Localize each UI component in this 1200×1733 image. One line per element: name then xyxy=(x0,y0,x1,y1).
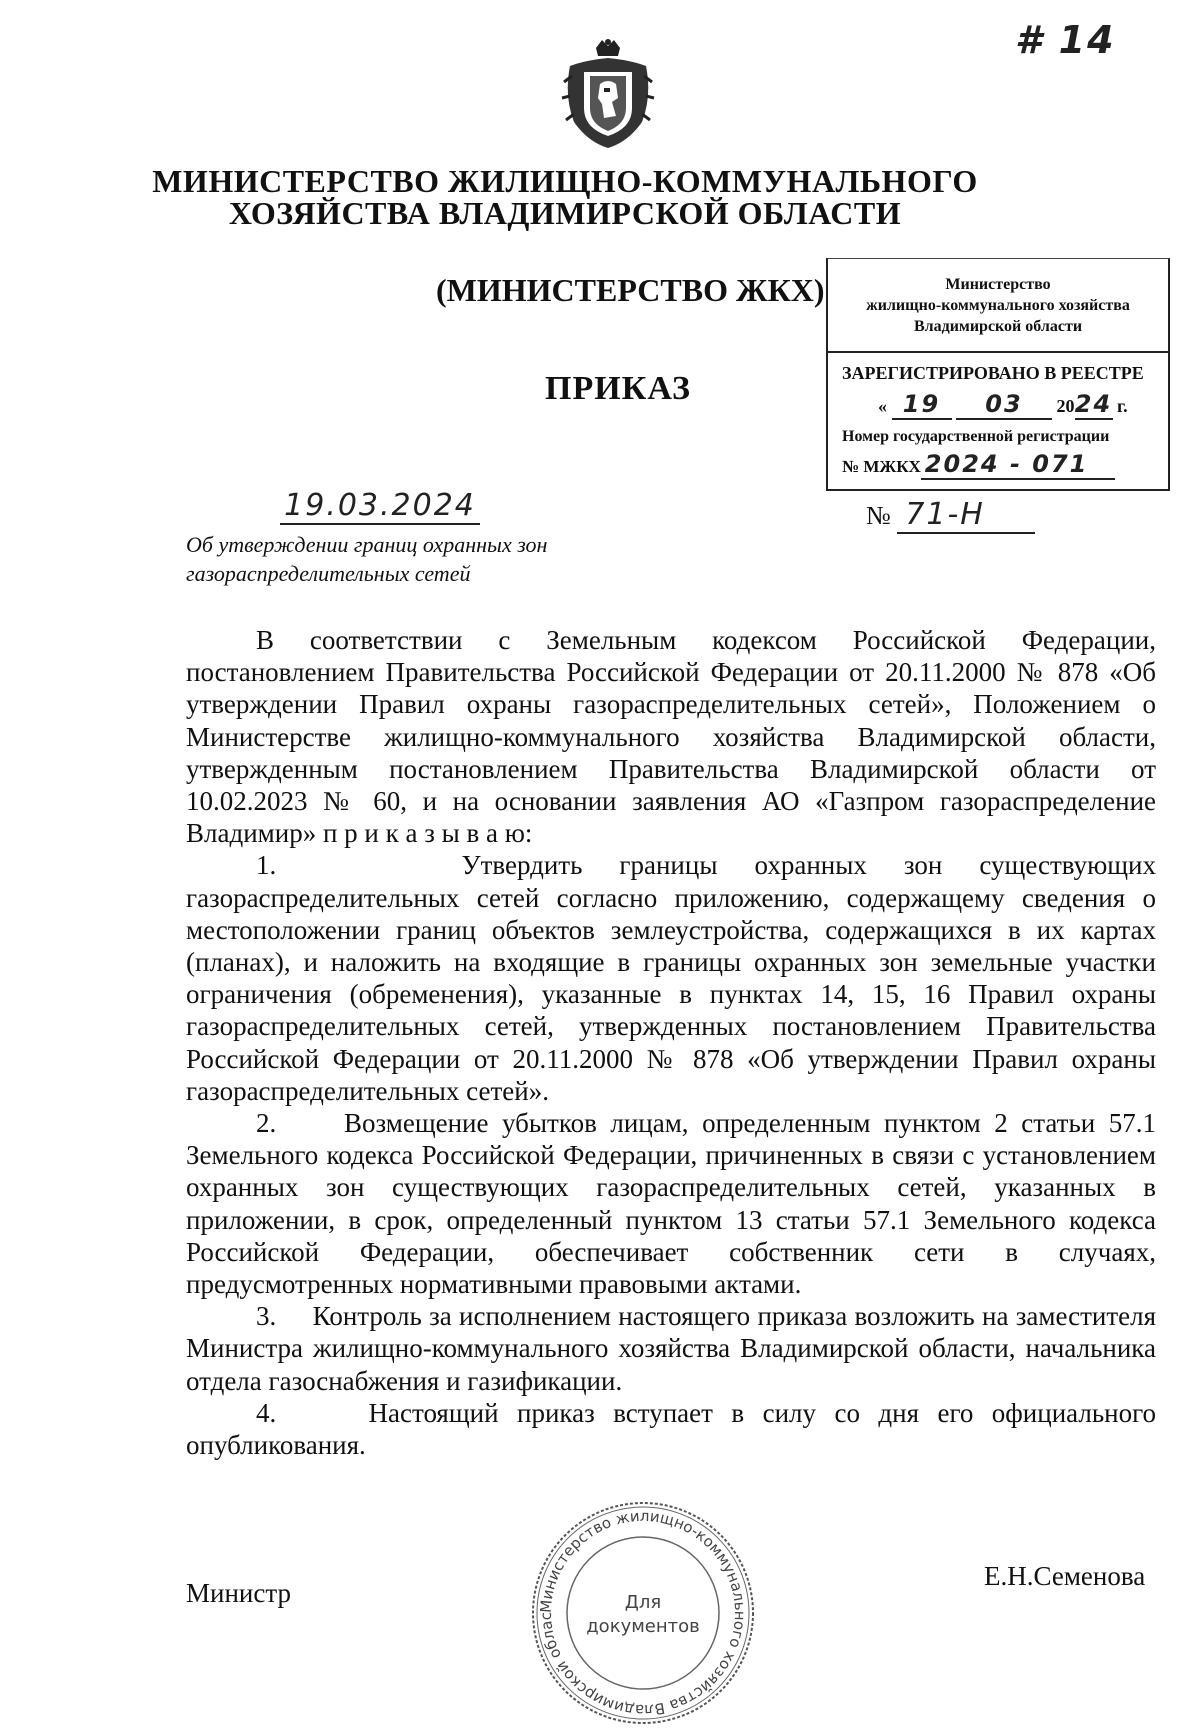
ministry-short-name: (МИНИСТЕРСТВО ЖКХ) xyxy=(436,272,825,308)
stamp-open-quote: « xyxy=(878,396,887,416)
order-item-4-num: 4. xyxy=(256,1397,277,1428)
order-item-1-num: 1. xyxy=(256,850,277,881)
order-subject-line1: Об утверждении границ охранных зон xyxy=(186,532,548,557)
order-body xyxy=(186,624,1156,1461)
stamp-reg-number: 2024 - 071 xyxy=(921,450,1115,480)
order-date: 19.03.2024 xyxy=(280,488,480,525)
ministry-name-line2: ХОЗЯЙСТВА ВЛАДИМИРСКОЙ ОБЛАСТИ xyxy=(228,195,902,231)
page-number-mark: # 14 xyxy=(1015,18,1116,62)
order-subject-line2: газораспределительных сетей xyxy=(186,561,471,586)
signature-position: Министр xyxy=(186,1578,291,1608)
order-number-prefix: № xyxy=(866,501,891,530)
coat-of-arms-emblem xyxy=(560,36,656,157)
stamp-registered-label: ЗАРЕГИСТРИРОВАНО В РЕЕСТРЕ xyxy=(842,363,1144,383)
order-number: 71-Н xyxy=(897,497,1035,534)
order-item-2-num: 2. xyxy=(256,1108,277,1139)
order-subject xyxy=(186,530,547,588)
order-item-1 xyxy=(186,849,1156,1107)
stamp-org-line2: жилищно-коммунального хозяйства xyxy=(866,297,1130,314)
ministry-name-line1: МИНИСТЕРСТВО ЖИЛИЩНО-КОММУНАЛЬНОГО xyxy=(152,163,978,199)
registration-stamp xyxy=(826,258,1170,491)
signature-name: Е.Н.Семенова xyxy=(984,1561,1146,1591)
stamp-reg-number-row xyxy=(842,450,1160,480)
stamp-org-line3: Владимирской области xyxy=(913,318,1083,335)
stamp-org-line1: Министерство xyxy=(945,276,1051,293)
order-item-3 xyxy=(186,1300,1156,1397)
document-type: ПРИКАЗ xyxy=(545,370,691,407)
preamble-paragraph: В соответствии с Земельным кодексом Российской Федерации, постановлением Правительства Российской Федерации от 20.11.2000 № 878 «Об утверждении Правил охраны газораспределительных сетей», Положением о Министерстве жилищно-коммунального хозяйства Владимирской области, утвержденным постановлением Правительства Владимирской области от 10.02.2023 № 60, и на основании заявления АО «Газпром газораспределение Владимир» п р и к а з ы в а ю: xyxy=(186,625,1156,849)
seal-center-line1: Для xyxy=(624,1592,662,1613)
stamp-reg-number-prefix: № МЖКХ xyxy=(842,457,921,476)
registration-stamp-org xyxy=(828,259,1168,353)
round-seal xyxy=(528,1498,758,1733)
stamp-month: 03 xyxy=(956,390,1052,420)
order-item-4 xyxy=(186,1397,1156,1461)
stamp-reg-number-label: Номер государственной регистрации xyxy=(842,428,1110,445)
order-item-4-text: Настоящий приказ вступает в силу со дня его официального опубликования. xyxy=(186,1397,1157,1461)
order-item-3-text: Контроль за исполнением настоящего приказа возложить на заместителя Министра жилищно-коммунального хозяйства Владимирской области, начальника отдела газоснабжения и газификации. xyxy=(186,1301,1157,1396)
order-item-2-text: Возмещение убытков лицам, определенным пунктом 2 статьи 57.1 Земельного кодекса Российской Федерации, причиненных в связи с установлением охранных зон существующих газораспределительных сетей, указанных в приложении, в срок, определенный пунктом 13 статьи 57.1 Земельного кодекса Российской Федерации, обеспечивает собственник сети в случаях, предусмотренных нормативными правовыми актами. xyxy=(186,1108,1157,1300)
order-item-3-num: 3. xyxy=(256,1301,277,1332)
seal-ring-text: Министерство жилищно-коммунального хозяйства Владимирской облас xyxy=(536,1506,750,1720)
stamp-year-suffix: 24 xyxy=(1074,390,1113,418)
stamp-year-unit: г. xyxy=(1117,396,1128,416)
seal-center-line2: документов xyxy=(586,1616,700,1637)
stamp-date-row xyxy=(842,390,1160,420)
order-number-row xyxy=(866,497,1035,534)
stamp-day: 19 xyxy=(892,390,952,420)
stamp-year-prefix: 20 xyxy=(1056,396,1075,416)
order-item-2 xyxy=(186,1107,1156,1300)
order-item-1-text: Утвердить границы охранных зон существующих газораспределительных сетей согласно приложению, содержащему сведения о местоположении границ объектов землеустройства, содержащихся в их картах (планах), и наложить на входящие в границы охранных зон земельные участки ограничения (обременения), указанные в пунктах 14, 15, 16 Правил охраны газораспределительных сетей, утвержденных постановлением Правительства Российской Федерации от 20.11.2000 № 878 «Об утверждении Правил охраны газораспределительных сетей». xyxy=(186,850,1156,1106)
